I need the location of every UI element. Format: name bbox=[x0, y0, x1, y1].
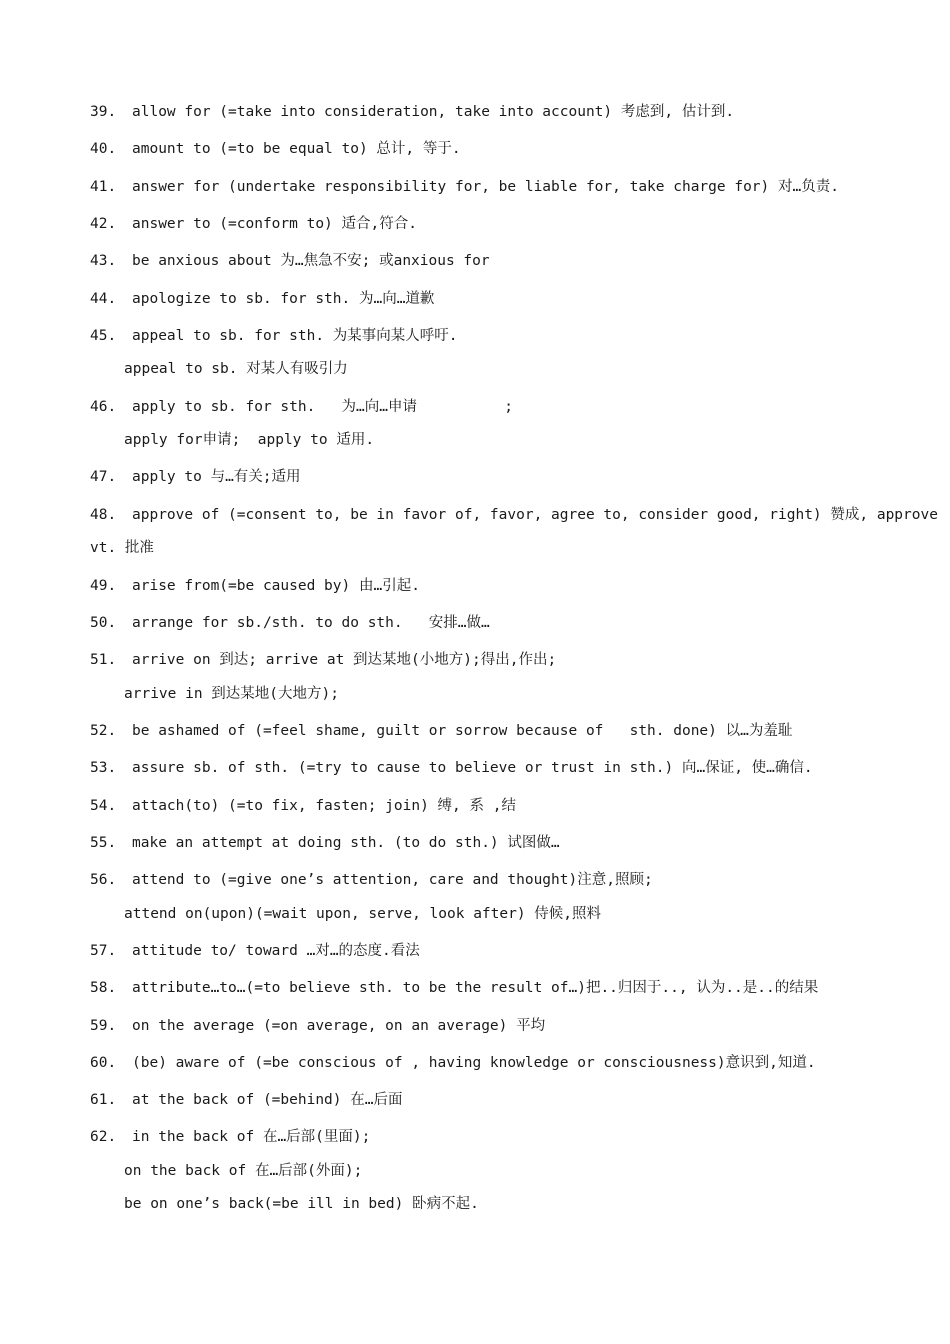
entry-number: 52. bbox=[90, 722, 117, 739]
entry-text: in the back of 在…后部(里面); bbox=[132, 1129, 371, 1146]
entry-number: 43. bbox=[90, 253, 117, 270]
entry-text: attend to (=give one’s attention, care and thought)注意,照顾; bbox=[132, 872, 653, 889]
entry-number: 58. bbox=[90, 980, 117, 997]
entry-text: arrange for sb./sth. to do sth. 安排…做… bbox=[132, 614, 490, 631]
entry-text: appeal to sb. for sth. 为某事向某人呼吁. bbox=[132, 327, 458, 344]
entry-text: (be) aware of (=be conscious of , having knowledge or consciousness)意识到,知道. bbox=[132, 1054, 816, 1071]
entry-number: 49. bbox=[90, 577, 117, 594]
entry-text: apply to 与…有关;适用 bbox=[132, 469, 301, 486]
entry-text: assure sb. of sth. (=try to cause to believe or trust in sth.) 向…保证, 使…确信. bbox=[132, 760, 813, 777]
entry-continuation: be on one’s back(=be ill in bed) 卧病不起. bbox=[124, 1196, 479, 1213]
entry-text: amount to (=to be equal to) 总计, 等于. bbox=[132, 141, 461, 158]
entry-number: 50. bbox=[90, 614, 117, 631]
entry-text: apply to sb. for sth. 为…向…申请 ; bbox=[132, 398, 513, 415]
entry-text: approve of (=consent to, be in favor of, favor, agree to, consider good, right) 赞成, approve bbox=[132, 506, 938, 523]
entry-text: answer to (=conform to) 适合,符合. bbox=[132, 215, 417, 232]
entry-text: allow for (=take into consideration, take into account) 考虑到, 估计到. bbox=[132, 104, 735, 120]
entry-number: 47. bbox=[90, 469, 117, 486]
entry-number: 41. bbox=[90, 178, 117, 195]
entry-number: 42. bbox=[90, 215, 117, 232]
entry-number: 51. bbox=[90, 652, 117, 669]
entry-text: apologize to sb. for sth. 为…向…道歉 bbox=[132, 290, 435, 307]
entry-text: make an attempt at doing sth. (to do sth.) 试图做… bbox=[132, 834, 560, 851]
entry-continuation: arrive in 到达某地(大地方); bbox=[124, 685, 339, 702]
entry-number: 53. bbox=[90, 760, 117, 777]
entry-text: arrive on 到达; arrive at 到达某地(小地方);得出,作出; bbox=[132, 652, 557, 669]
entry-number: 61. bbox=[90, 1092, 117, 1109]
entry-number: 46. bbox=[90, 398, 117, 415]
entry-text: be anxious about 为…焦急不安; 或anxious for bbox=[132, 253, 490, 270]
entry-text: attitude to/ toward …对…的态度.看法 bbox=[132, 942, 420, 959]
entry-number: 40. bbox=[90, 141, 117, 158]
entry-text: answer for (undertake responsibility for, be liable for, take charge for) 对…负责. bbox=[132, 178, 839, 195]
entry-continuation: vt. 批准 bbox=[90, 540, 154, 557]
entry-continuation: on the back of 在…后部(外面); bbox=[124, 1162, 363, 1179]
entry-text: arise from(=be caused by) 由…引起. bbox=[132, 577, 420, 594]
entry-number: 56. bbox=[90, 872, 117, 889]
entry-number: 57. bbox=[90, 942, 117, 959]
entry-number: 45. bbox=[90, 327, 117, 344]
entry-text: attach(to) (=to fix, fasten; join) 缚, 系 ,结 bbox=[132, 797, 516, 814]
entry-continuation: appeal to sb. 对某人有吸引力 bbox=[124, 361, 348, 378]
entry-continuation: attend on(upon)(=wait upon, serve, look after) 侍候,照料 bbox=[124, 905, 602, 922]
entry-continuation: apply for申请; apply to 适用. bbox=[124, 432, 375, 449]
entry-number: 54. bbox=[90, 797, 117, 814]
entry-number: 48. bbox=[90, 506, 117, 523]
entry-text: attribute…to…(=to believe sth. to be the result of…)把..归因于.., 认为..是..的结果 bbox=[132, 980, 819, 997]
entry-number: 59. bbox=[90, 1017, 117, 1034]
entry-number: 39. bbox=[90, 104, 117, 120]
entry-number: 62. bbox=[90, 1129, 117, 1146]
entry-text: on the average (=on average, on an average) 平均 bbox=[132, 1017, 546, 1034]
entry-text: be ashamed of (=feel shame, guilt or sorrow because of sth. done) 以…为羞耻 bbox=[132, 722, 793, 739]
entry-text: at the back of (=behind) 在…后面 bbox=[132, 1092, 403, 1109]
entry-number: 44. bbox=[90, 290, 117, 307]
entry-number: 60. bbox=[90, 1054, 117, 1071]
entry-number: 55. bbox=[90, 834, 117, 851]
